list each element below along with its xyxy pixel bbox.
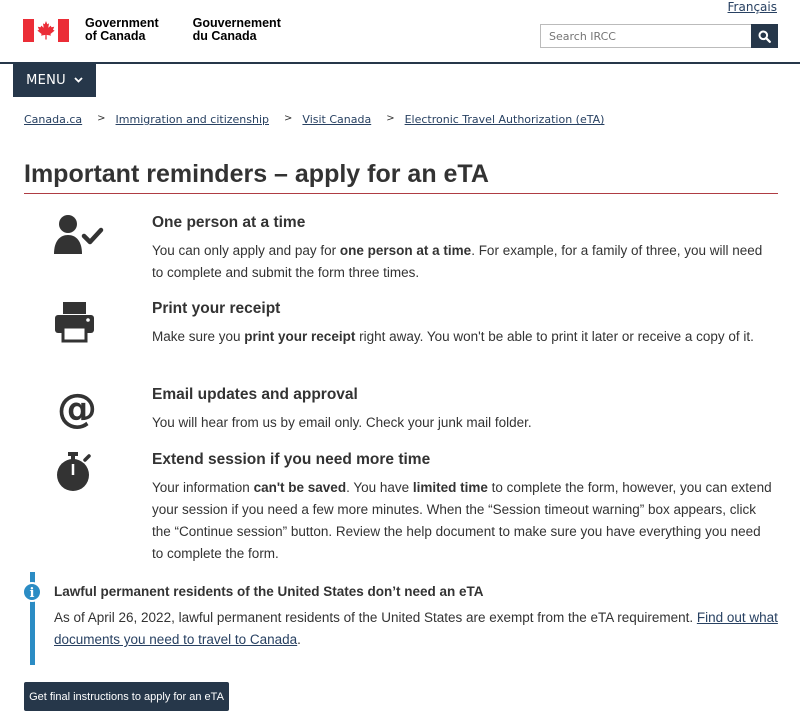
reminder-body: You will hear from us by email only. Check your junk mail folder. <box>152 415 532 430</box>
title-underline <box>24 193 778 194</box>
breadcrumb-separator: > <box>386 113 395 124</box>
at-sign-icon <box>52 386 106 432</box>
breadcrumb-separator: > <box>284 113 293 124</box>
info-alert <box>30 572 790 665</box>
reminder-heading: One person at a time <box>152 214 306 231</box>
breadcrumb-separator: > <box>97 113 106 124</box>
search-button[interactable] <box>751 24 778 48</box>
gov-signature[interactable] <box>23 17 315 45</box>
reminder-body: Your information can't be saved. You have limited time to complete the form, however, you can extend your session if you need a few more minutes. When the “Session timeout warning” box appears, click the “Continue session” button. Review the help document to make sure you have everything you need to complete the form. <box>152 480 772 561</box>
stopwatch-icon <box>52 451 106 497</box>
search-icon <box>758 30 771 43</box>
gov-name-fr: Gouvernement du Canada <box>192 16 281 43</box>
chevron-down-icon <box>74 76 83 86</box>
reminder-body: You can only apply and pay for one person at a time. For example, for a family of three, you will need to complete and submit the form three times. <box>152 243 763 280</box>
documents-link[interactable]: Find out what documents you need to travel to Canada <box>54 610 778 647</box>
reminder-heading: Print your receipt <box>152 300 281 317</box>
reminder-body: Make sure you print your receipt right away. You won't be able to print it later or receive a copy of it. <box>152 329 754 344</box>
breadcrumb-immigration[interactable]: Immigration and citizenship <box>115 113 270 126</box>
maple-leaf-icon <box>36 21 56 40</box>
breadcrumb-visit-canada[interactable]: Visit Canada <box>302 113 372 126</box>
canada-flag-logo <box>23 19 69 42</box>
info-icon: i <box>22 582 42 602</box>
reminder-heading: Extend session if you need more time <box>152 451 431 468</box>
page-title: Important reminders – apply for an eTA <box>24 160 489 188</box>
breadcrumb <box>24 113 604 126</box>
breadcrumb-eta[interactable]: Electronic Travel Authorization (eTA) <box>404 113 605 126</box>
site-search <box>540 24 778 48</box>
svg-text:@: @ <box>57 386 97 432</box>
header-divider <box>0 62 800 64</box>
search-input[interactable] <box>540 24 751 48</box>
language-toggle-link[interactable]: Français <box>727 0 777 14</box>
menu-button[interactable]: MENU <box>13 64 96 97</box>
printer-icon <box>52 300 106 346</box>
get-final-instructions-button[interactable]: Get final instructions to apply for an eTA <box>24 682 229 711</box>
breadcrumb-canada-ca[interactable]: Canada.ca <box>24 113 83 126</box>
reminder-heading: Email updates and approval <box>152 386 358 403</box>
alert-heading: Lawful permanent residents of the United States don’t need an eTA <box>54 584 484 599</box>
gov-name-en: Government of Canada <box>85 16 159 43</box>
person-check-icon <box>52 214 106 260</box>
alert-body: As of April 26, 2022, lawful permanent residents of the United States are exempt from the eTA requirement. Find out what documents you need to travel to Canada. <box>54 610 778 647</box>
